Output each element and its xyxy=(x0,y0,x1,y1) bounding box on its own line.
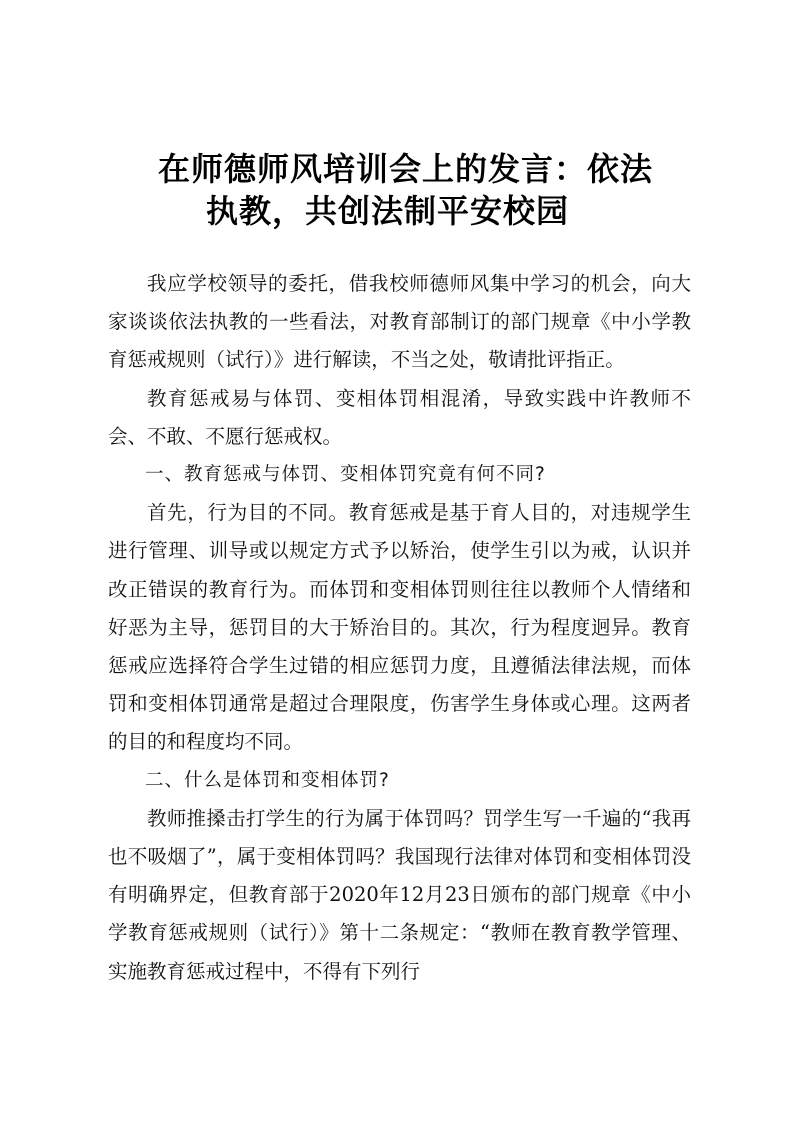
document-title-line-2: 执教，共创法制平安校园 xyxy=(206,192,570,230)
section-heading-1: 一、教育惩戒与体罚、变相体罚究竟有何不同? xyxy=(145,464,546,486)
paragraph-definition: 教师推搡击打学生的行为属于体罚吗？罚学生写一千遍的“我再也不吸烟了”，属于变相体罚吗？我国现行法律对体罚和变相体罚没有明确界定，但教育部于2020年12月23日颁布的部门规章《中小学教育惩戒规则（试行）》第十二条规定：“教师在教育教学管理、实施教育惩戒过程中，不得有下列行 xyxy=(108,806,691,983)
paragraph-differences: 首先，行为目的不同。教育惩戒是基于育人目的，对违规学生进行管理、训导或以规定方式予以矫治，使学生引以为戒，认识并改正错误的教育行为。而体罚和变相体罚则往往以教师个人情绪和好恶为主导，惩罚目的大于矫治目的。其次，行为程度迥异。教育惩戒应选择符合学生过错的相应惩罚力度，且遵循法律法规，而体罚和变相体罚通常是超过合理限度，伤害学生身体或心理。这两者的目的和程度均不同。 xyxy=(108,501,691,754)
section-heading-2: 二、什么是体罚和变相体罚? xyxy=(145,769,390,791)
document-title-line-1: 在师德师风培训会上的发言：依法 xyxy=(158,150,654,188)
paragraph-intro: 我应学校领导的委托，借我校师德师风集中学习的机会，向大家谈谈依法执教的一些看法，对教育部制订的部门规章《中小学教育惩戒规则（试行）》进行解读，不当之处，敬请批评指正。 xyxy=(108,272,691,372)
paragraph-confusion: 教育惩戒易与体罚、变相体罚相混淆，导致实践中许教师不会、不敢、不愿行惩戒权。 xyxy=(108,386,691,448)
document-body xyxy=(108,265,691,991)
